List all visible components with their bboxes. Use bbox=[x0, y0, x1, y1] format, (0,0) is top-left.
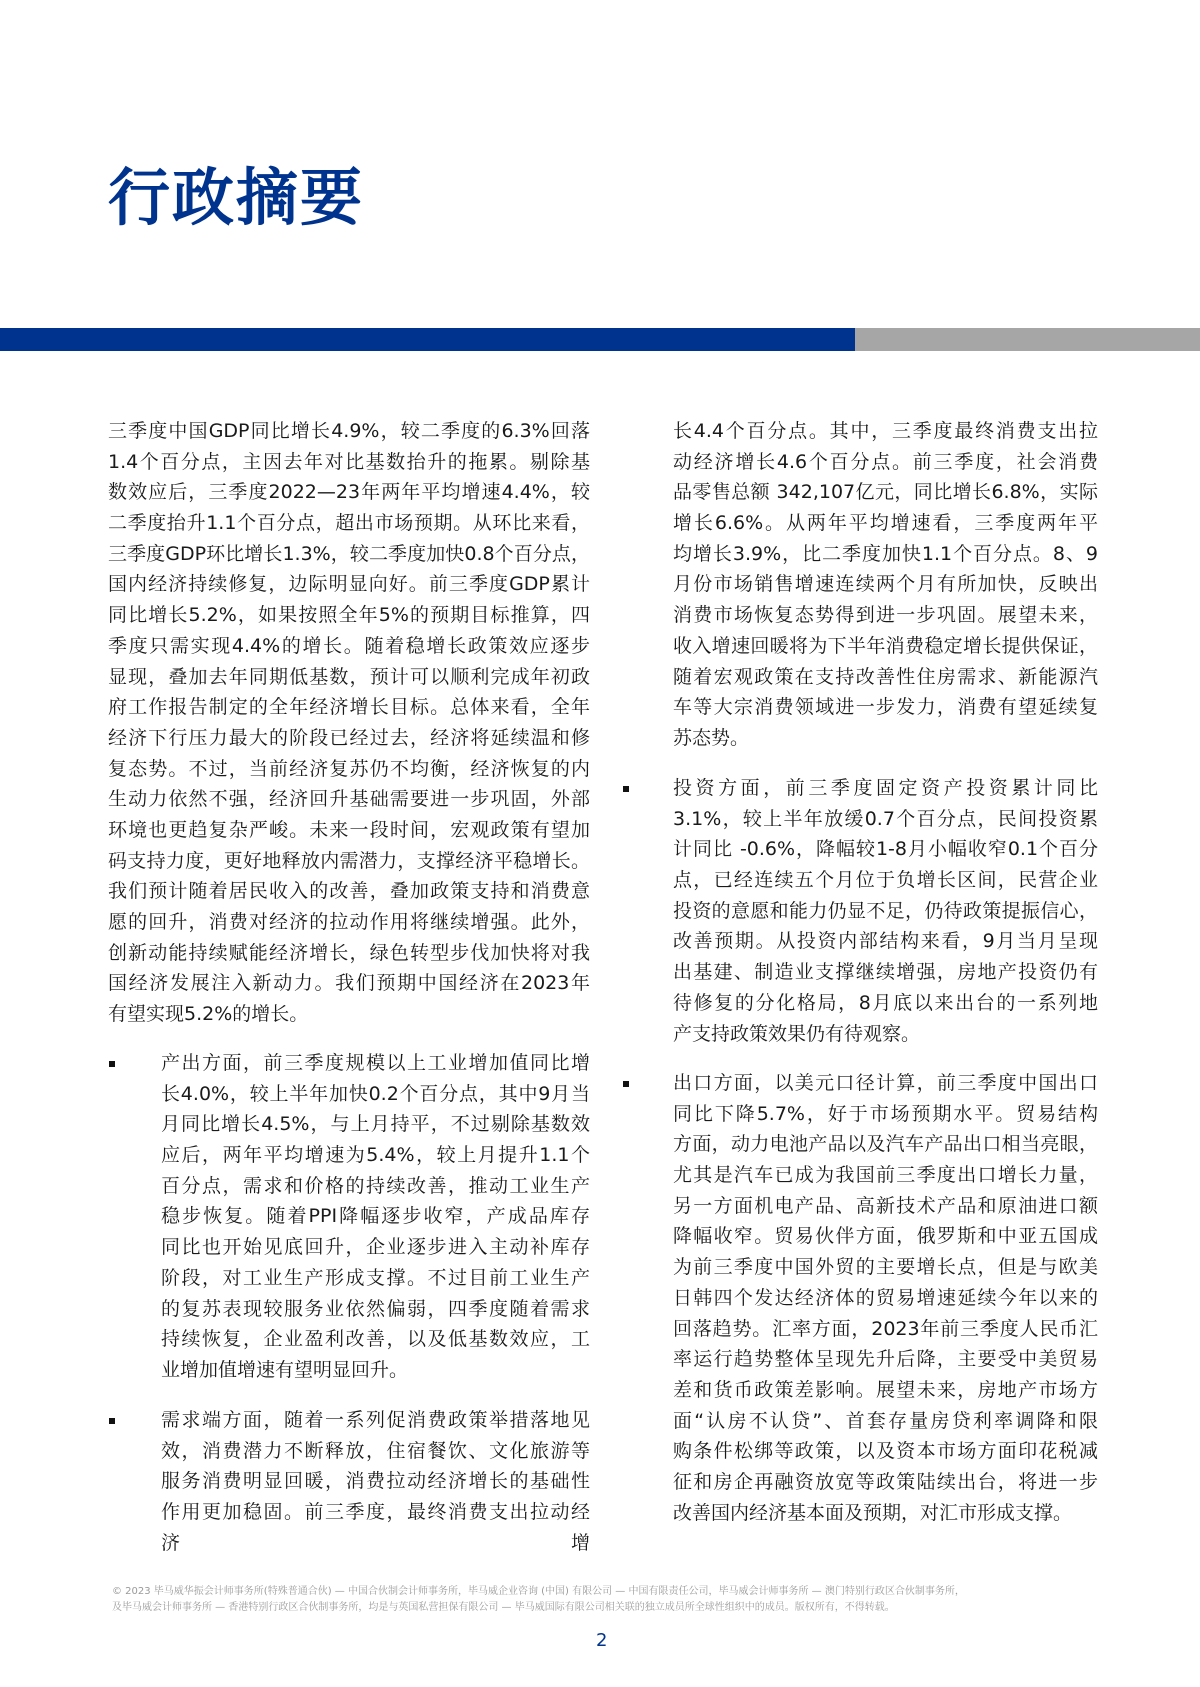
header-bar-blue bbox=[0, 328, 855, 351]
text-line: 长4.4个百分点。其中，三季度最终消费支出拉 bbox=[673, 420, 1098, 442]
text-line: 经济下行压力最大的阶段已经过去，经济将延续温和修 bbox=[108, 726, 590, 749]
text-line: 1.4个百分点，主因去年对比基数抬升的拖累。剔除基 bbox=[108, 450, 590, 473]
text-line: 稳步恢复。随着PPI降幅逐步收窄，产成品库存 bbox=[161, 1205, 590, 1228]
text-line: 数效应后，三季度2022—23年两年平均增速4.4%，较 bbox=[108, 481, 590, 504]
bullet-icon bbox=[623, 786, 629, 792]
text-line: 持续恢复，企业盈利改善，以及低基数效应，工 bbox=[161, 1328, 590, 1351]
text-line: 待修复的分化格局，8月底以来出台的一系列地 bbox=[673, 991, 1098, 1014]
bullet-icon bbox=[623, 1081, 629, 1087]
text-line: 作用更加稳固。前三季度，最终消费支出拉动经 bbox=[161, 1501, 590, 1524]
page-number: 2 bbox=[596, 1630, 608, 1651]
text-line: 购条件松绑等政策，以及资本市场方面印花税减 bbox=[673, 1440, 1098, 1463]
text-line: 投资方面，前三季度固定资产投资累计同比 bbox=[673, 777, 1098, 799]
text-line: 改善国内经济基本面及预期，对汇市形成支撑。 bbox=[673, 1501, 1073, 1524]
text-line: 国经济发展注入新动力。我们预期中国经济在2023年 bbox=[108, 972, 590, 995]
text-line: 投资的意愿和能力仍显不足，仍待政策提振信心， bbox=[673, 899, 1098, 922]
text-line: 降幅收窄。贸易伙伴方面，俄罗斯和中亚五国成 bbox=[673, 1225, 1098, 1248]
bullet-output-paragraph bbox=[161, 1048, 590, 1386]
header-bar-grey bbox=[855, 328, 1200, 351]
text-line: 动经济增长4.6个百分点。前三季度，社会消费 bbox=[673, 450, 1098, 473]
text-line: 有望实现5.2%的增长。 bbox=[108, 1003, 309, 1026]
text-line: 收入增速回暖将为下半年消费稳定增长提供保证， bbox=[673, 634, 1098, 657]
text-line: 增长6.6%。从两年平均增速看，三季度两年平 bbox=[673, 512, 1098, 535]
text-line: 为前三季度中国外贸的主要增长点，但是与欧美 bbox=[673, 1256, 1098, 1279]
text-line: 点，已经连续五个月位于负增长区间，民营企业 bbox=[673, 869, 1098, 892]
text-line: 创新动能持续赋能经济增长，绿色转型步伐加快将对我 bbox=[108, 941, 590, 964]
bullet-icon bbox=[109, 1418, 115, 1424]
text-line: 同比增长5.2%，如果按照全年5%的预期目标推算，四 bbox=[108, 604, 590, 627]
text-line: 愿的回升，消费对经济的拉动作用将继续增强。此外， bbox=[108, 911, 590, 933]
text-line: 业增加值增速有望明显回升。 bbox=[161, 1358, 409, 1381]
demand-continued-paragraph bbox=[673, 416, 1098, 754]
text-line: 长4.0%，较上半年加快0.2个百分点，其中9月当 bbox=[161, 1082, 590, 1105]
text-line: 同比下降5.7%，好于市场预期水平。贸易结构 bbox=[673, 1102, 1098, 1125]
text-line: 码支持力度，更好地释放内需潜力，支撑经济平稳增长。 bbox=[108, 849, 590, 872]
footer-copyright bbox=[112, 1584, 1092, 1616]
text-line: 3.1%，较上半年放缓0.7个百分点，民间投资累 bbox=[673, 807, 1098, 830]
text-line: 府工作报告制定的全年经济增长目标。总体来看，全年 bbox=[108, 696, 590, 719]
text-line: 随着宏观政策在支持改善性住房需求、新能源汽 bbox=[673, 665, 1098, 688]
text-line: 国内经济持续修复，边际明显向好。前三季度GDP累计 bbox=[108, 573, 590, 596]
text-line: 产支持政策效果仍有待观察。 bbox=[673, 1022, 921, 1045]
text-line: 日韩四个发达经济体的贸易增速延续今年以来的 bbox=[673, 1286, 1098, 1309]
text-line: 复态势。不过，当前经济复苏仍不均衡，经济恢复的内 bbox=[108, 757, 590, 780]
text-line: 服务消费明显回暖，消费拉动经济增长的基础性 bbox=[161, 1470, 590, 1493]
text-line: 回落趋势。汇率方面，2023年前三季度人民币汇 bbox=[673, 1317, 1098, 1340]
text-line: 产出方面，前三季度规模以上工业增加值同比增 bbox=[161, 1052, 590, 1074]
text-line: 同比也开始见底回升，企业逐步进入主动补库存 bbox=[161, 1236, 590, 1259]
text-line: 差和货币政策差影响。展望未来，房地产市场方 bbox=[673, 1378, 1098, 1401]
text-line: 的复苏表现较服务业依然偏弱，四季度随着需求 bbox=[161, 1297, 590, 1320]
text-line: 出口方面，以美元口径计算，前三季度中国出口 bbox=[673, 1072, 1098, 1094]
copyright-line: 及毕马威会计师事务所 — 香港特别行政区合伙制事务所，均是与英国私营担保有限公司 — 毕马威国际有限公司相关联的独立成员所全球性组织中的成员。版权所有，不得转载。 bbox=[112, 1602, 895, 1613]
text-line: 车等大宗消费领域进一步发力，消费有望延续复 bbox=[673, 696, 1098, 719]
bullet-investment-paragraph bbox=[673, 773, 1098, 1049]
text-line: 苏态势。 bbox=[673, 726, 750, 749]
text-line: 改善预期。从投资内部结构来看，9月当月呈现 bbox=[673, 930, 1098, 953]
text-line: 均增长3.9%，比二季度加快1.1个百分点。8、9 bbox=[673, 542, 1098, 565]
text-line: 面“认房不认贷”、首套存量房贷利率调降和限 bbox=[673, 1409, 1098, 1432]
text-line: 方面，动力电池产品以及汽车产品出口相当亮眼， bbox=[673, 1133, 1098, 1156]
text-line: 环境也更趋复杂严峻。未来一段时间，宏观政策有望加 bbox=[108, 818, 590, 841]
text-line: 月同比增长4.5%，与上月持平，不过剔除基数效 bbox=[161, 1113, 590, 1136]
bullet-icon bbox=[109, 1061, 115, 1067]
page-title: 行政摘要 bbox=[108, 161, 365, 234]
text-line: 三季度中国GDP同比增长4.9%，较二季度的6.3%回落 bbox=[108, 420, 590, 442]
text-line: 二季度抬升1.1个百分点，超出市场预期。从环比来看， bbox=[108, 512, 590, 535]
text-line: 三季度GDP环比增长1.3%，较二季度加快0.8个百分点， bbox=[108, 542, 590, 565]
text-line: 征和房企再融资放宽等政策陆续出台，将进一步 bbox=[673, 1470, 1098, 1493]
text-line: 显现，叠加去年同期低基数，预计可以顺利完成年初政 bbox=[108, 665, 590, 688]
text-line: 需求端方面，随着一系列促消费政策举措落地见 bbox=[161, 1409, 590, 1431]
copyright-line: © 2023 毕马威华振会计师事务所(特殊普通合伙) — 中国合伙制会计师事务所，毕马威企业咨询 (中国) 有限公司 — 中国有限责任公司，毕马威会计师事务所 — 澳门特别行政区合伙制事务所， bbox=[112, 1586, 965, 1597]
text-line: 应后，两年平均增速为5.4%，较上月提升1.1个 bbox=[161, 1144, 590, 1167]
bullet-export-paragraph bbox=[673, 1068, 1098, 1528]
text-line: 品零售总额 342,107亿元，同比增长6.8%，实际 bbox=[673, 481, 1098, 504]
text-line: 消费市场恢复态势得到进一步巩固。展望未来， bbox=[673, 604, 1098, 627]
text-line: 月份市场销售增速连续两个月有所加快，反映出 bbox=[673, 573, 1098, 596]
text-line: 率运行趋势整体呈现先升后降，主要受中美贸易 bbox=[673, 1348, 1098, 1371]
text-line: 阶段，对工业生产形成支撑。不过目前工业生产 bbox=[161, 1266, 590, 1289]
text-line: 季度只需实现4.4%的增长。随着稳增长政策效应逐步 bbox=[108, 634, 590, 657]
text-line: 出基建、制造业支撑继续增强，房地产投资仍有 bbox=[673, 961, 1098, 984]
text-line: 我们预计随着居民收入的改善，叠加政策支持和消费意 bbox=[108, 880, 590, 903]
intro-paragraph bbox=[108, 416, 590, 1030]
text-line: 另一方面机电产品、高新技术产品和原油进口额 bbox=[673, 1194, 1098, 1217]
text-line: 百分点，需求和价格的持续改善，推动工业生产 bbox=[161, 1174, 590, 1197]
text-line: 效，消费潜力不断释放，住宿餐饮、文化旅游等 bbox=[161, 1439, 590, 1462]
bullet-demand-paragraph bbox=[161, 1405, 590, 1558]
text-line: 济 增 bbox=[161, 1531, 590, 1554]
text-line: 计同比 -0.6%，降幅较1-8月小幅收窄0.1个百分 bbox=[673, 838, 1098, 861]
text-line: 尤其是汽车已成为我国前三季度出口增长力量， bbox=[673, 1164, 1098, 1187]
text-line: 生动力依然不强，经济回升基础需要进一步巩固，外部 bbox=[108, 788, 590, 811]
